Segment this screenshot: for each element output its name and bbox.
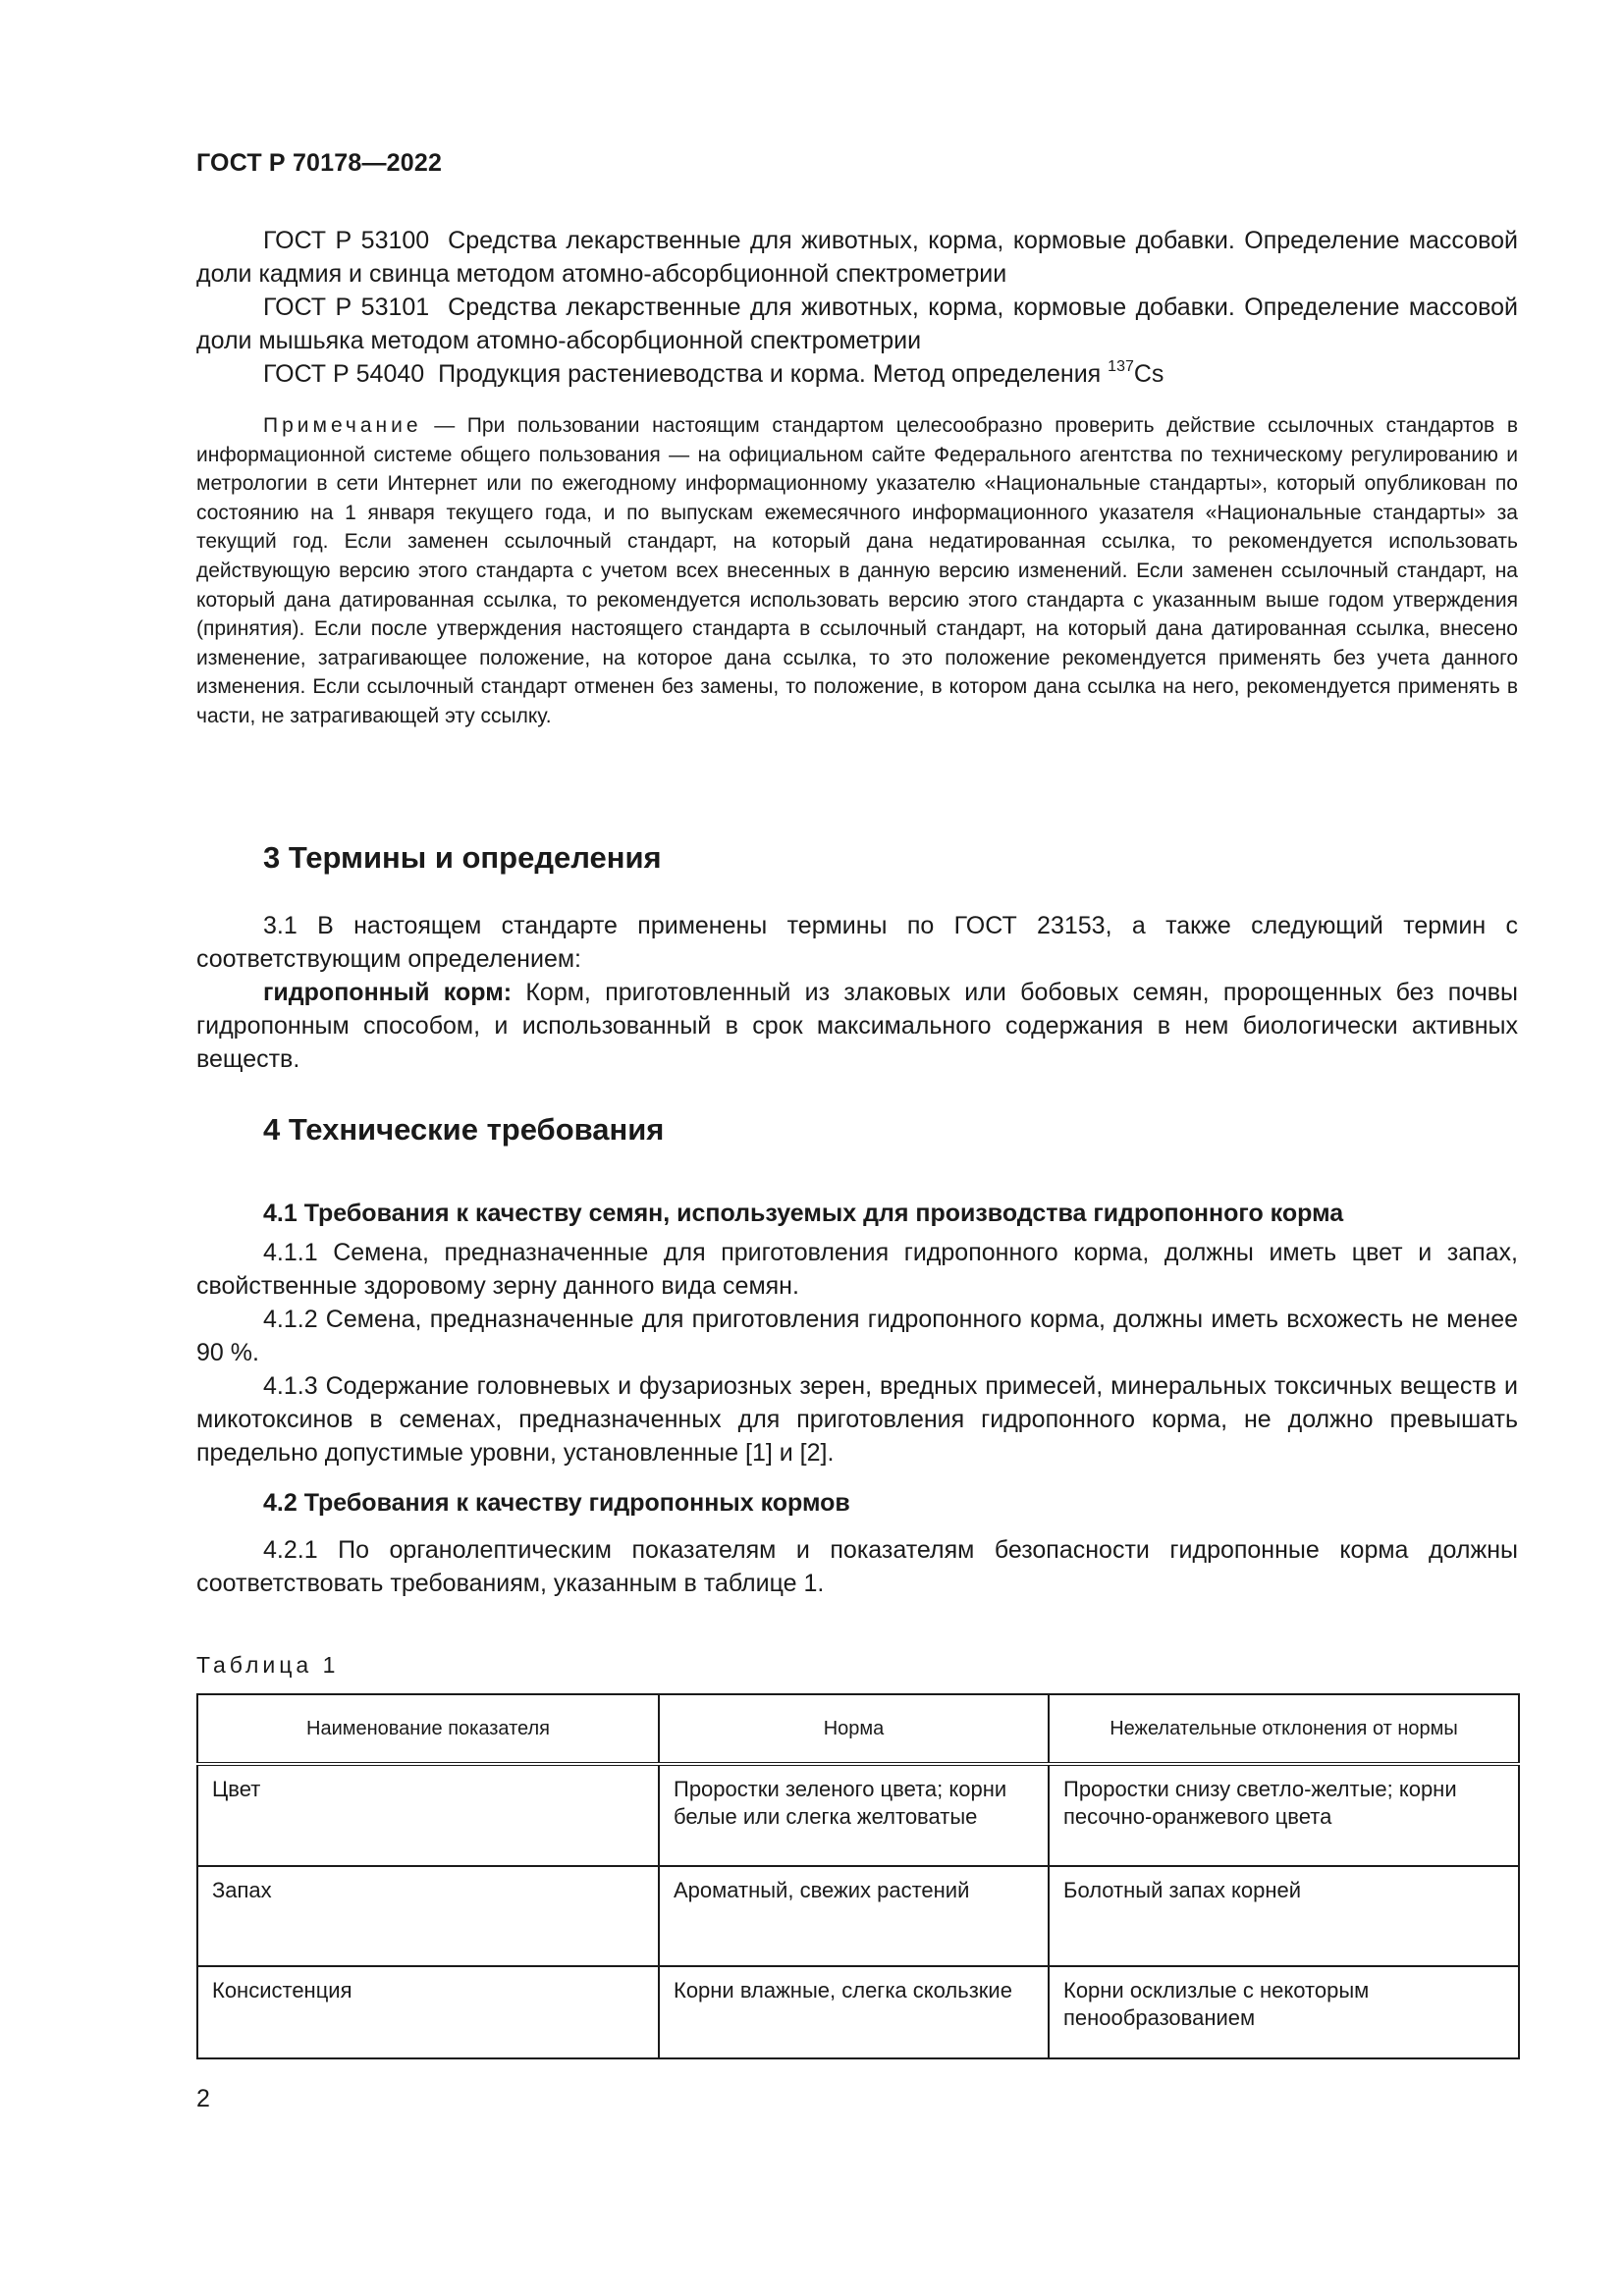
subsection-4-2-title: 4.2 Требования к качеству гидропонных кормов bbox=[263, 1489, 850, 1517]
references-list bbox=[196, 224, 1518, 391]
section-4 bbox=[196, 1112, 1518, 1600]
table-cell: Проростки снизу светло-желтые; корни песочно-оранжевого цвета bbox=[1049, 1764, 1519, 1866]
table-row bbox=[197, 1764, 1519, 1866]
table-cell: Цвет bbox=[197, 1764, 659, 1866]
table-header-cell: Нежелательные отклонения от нормы bbox=[1049, 1694, 1519, 1764]
table-header-cell: Норма bbox=[659, 1694, 1049, 1764]
table-cell: Запах bbox=[197, 1866, 659, 1966]
table-row bbox=[197, 1866, 1519, 1966]
table-header-row bbox=[197, 1694, 1519, 1764]
paragraph-4-1-3: 4.1.3 Содержание головневых и фузариозных зерен, вредных примесей, минеральных токсичных веществ и микотоксинов в семенах, предназначенных для приготовления гидропонного корма, не должно превышать предельно допустимые уровни, установленные [1] и [2]. bbox=[196, 1372, 1518, 1467]
table-row bbox=[197, 1966, 1519, 2058]
definition: Корм, приготовленный из злаковых или бобовых семян, пророщенных без почвы гидропонным способом, и использованный в срок максимального содержания в нем биологически активных веществ. bbox=[196, 979, 1518, 1073]
table-cell: Болотный запах корней bbox=[1049, 1866, 1519, 1966]
table-header-cell: Наименование показателя bbox=[197, 1694, 659, 1764]
paragraph-4-1-1: 4.1.1 Семена, предназначенные для приготовления гидропонного корма, должны иметь цвет и запах, свойственные здоровому зерну данного вида семян. bbox=[196, 1239, 1518, 1300]
paragraph-4-2-1: 4.2.1 По органолептическим показателям и показателям безопасности гидропонные корма должны соответствовать требованиям, указанным в таблице 1. bbox=[196, 1536, 1518, 1597]
term-definition bbox=[196, 976, 1518, 1076]
reference-item: ГОСТ Р 53101 Средства лекарственные для животных, корма, кормовые добавки. Определение массовой доли мышьяка методом атомно-абсорбционной спектрометрии bbox=[196, 294, 1518, 354]
table-cell: Консистенция bbox=[197, 1966, 659, 2058]
table-cell: Корни осклизлые с некоторым пенообразованием bbox=[1049, 1966, 1519, 2058]
reference-item: ГОСТ Р 54040 Продукция растениеводства и корма. Метод определения $^{137}$Cs bbox=[263, 358, 1164, 388]
section-3-title: 3 Термины и определения bbox=[263, 840, 662, 875]
paragraph-4-1-2: 4.1.2 Семена, предназначенные для приготовления гидропонного корма, должны иметь всхожесть не менее 90 %. bbox=[196, 1306, 1518, 1366]
term: гидропонный корм: bbox=[263, 979, 513, 1006]
note-text: — При пользовании настоящим стандартом целесообразно проверить действие ссылочных стандартов в информационной системе общего пользования — на официальном сайте Федерального агентства по техническому регулированию и метрологии в сети Интернет или по ежегодному информационному указателю «Национальные стандарты», который опубликован по состоянию на 1 января текущего года, и по выпускам ежемесячного информационного указателя «Национальные стандарты» за текущий год. Если заменен ссылочный стандарт, на который дана недатированная ссылка, то рекомендуется использовать действующую версию этого стандарта с учетом всех внесенных в данную версию изменений. Если заменен ссылочный стандарт, на который дана датированная ссылка, то рекомендуется использовать версию этого стандарта с указанным выше годом утверждения (принятия). Если после утверждения настоящего стандарта в ссылочный стандарт, на который дана датированная ссылка, внесено изменение, затрагивающее положение, на которое дана ссылка, то это положение рекомендуется применять без учета данного изменения. Если ссылочный стандарт отменен без замены, то положение, в котором дана ссылка на него, рекомендуется применять в части, не затрагивающей эту ссылку. bbox=[196, 414, 1518, 727]
document-header: ГОСТ Р 70178—2022 bbox=[196, 149, 443, 177]
table-caption: Таблица 1 bbox=[196, 1652, 340, 1678]
note-label: Примечание bbox=[263, 414, 422, 437]
note-paragraph bbox=[196, 411, 1518, 731]
table-cell: Ароматный, свежих растений bbox=[659, 1866, 1049, 1966]
subsection-4-1-title: 4.1 Требования к качеству семян, используемых для производства гидропонного корма bbox=[263, 1200, 1344, 1227]
requirements-table bbox=[196, 1693, 1518, 2059]
section-4-title: 4 Технические требования bbox=[263, 1112, 665, 1147]
table-cell: Проростки зеленого цвета; корни белые или слегка желтоватые bbox=[659, 1764, 1049, 1866]
table-cell: Корни влажные, слегка скользкие bbox=[659, 1966, 1049, 2058]
page-number: 2 bbox=[196, 2085, 210, 2112]
reference-item: ГОСТ Р 53100 Средства лекарственные для животных, корма, кормовые добавки. Определение массовой доли кадмия и свинца методом атомно-абсорбционной спектрометрии bbox=[196, 227, 1518, 288]
note-block bbox=[196, 411, 1518, 731]
section-3 bbox=[196, 840, 1518, 1076]
paragraph-3-1: 3.1 В настоящем стандарте применены термины по ГОСТ 23153, а также следующий термин с соответствующим определением: bbox=[196, 912, 1518, 973]
